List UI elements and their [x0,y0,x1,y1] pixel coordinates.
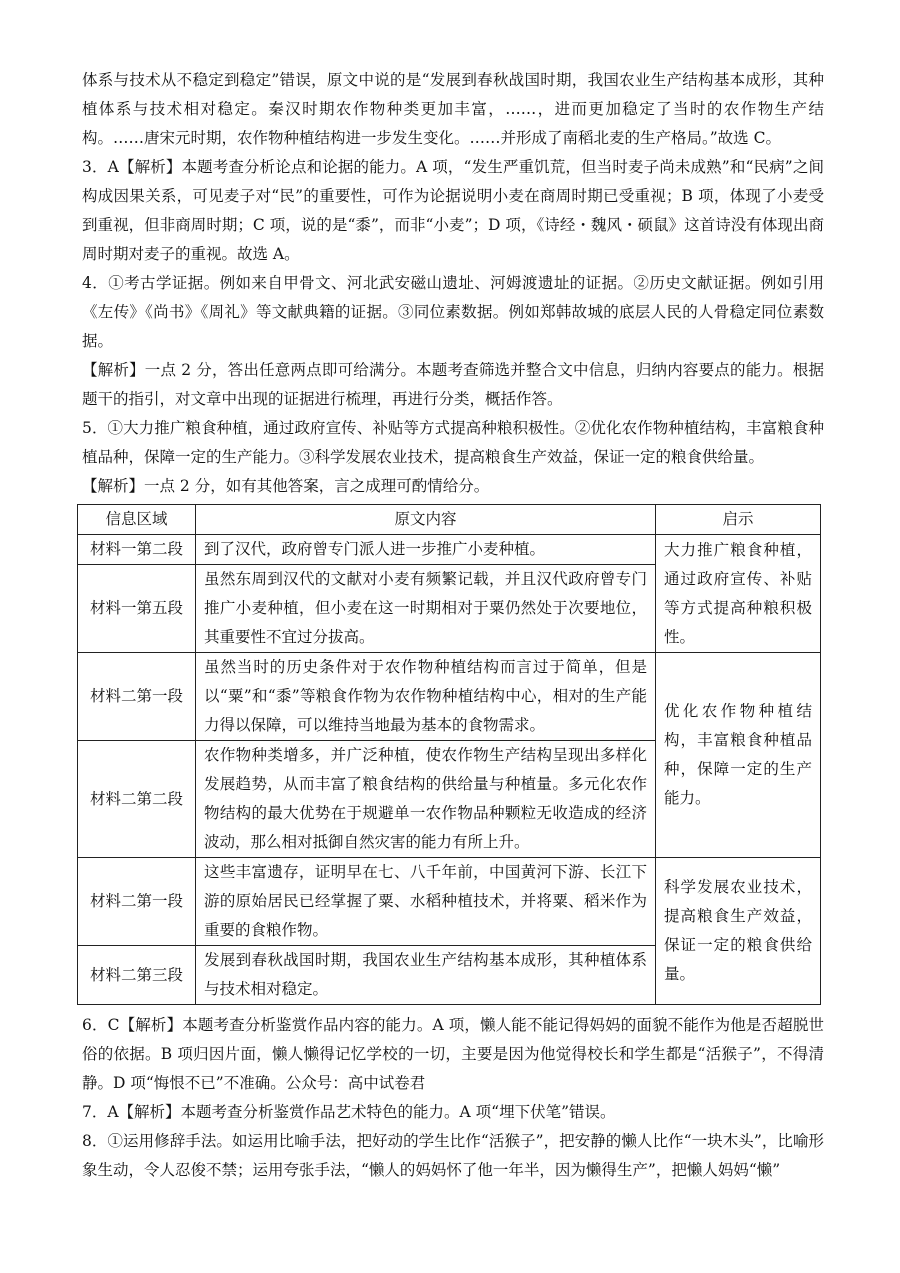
column-header: 启示 [656,505,821,535]
content-cell: 这些丰富遗存，证明早在七、八千年前，中国黄河下游、长江下游的原始居民已经掌握了粟、水稻种植技术，并将粟、稻米作为重要的食粮作物。 [196,858,656,946]
region-cell: 材料二第一段 [78,653,196,741]
paragraph: 体系与技术从不稳定到稳定”错误，原文中说的是“发展到春秋战国时期，我国农业生产结构基本成形，其种植体系与技术相对稳定。秦汉时期农作物种类更加丰富，……，进而更加稳定了当时的农作物生产结构。……唐宋元时期，农作物种植结构进一步发生变化。……并形成了南稻北麦的生产格局。”故选 C。 [82,71,824,147]
paragraph: 4．①考古学证据。例如来自甲骨文、河北武安磁山遗址、河姆渡遗址的证据。②历史文献证据。例如引用《左传》《尚书》《周礼》等文献典籍的证据。③同位素数据。例如郑韩故城的底层人民的人骨稳定同位素数据。 [82,274,824,350]
paragraph: 6．C【解析】本题考查分析鉴赏作品内容的能力。A 项，懒人能不能记得妈妈的面貌不能作为他是否超脱世俗的依据。B 项归因片面，懒人懒得记忆学校的一切，主要是因为他觉得校长和学生都是“活猴子”，不得清静。D 项“悔恨不已”不准确。公众号：高中试卷君 [82,1016,824,1092]
table-row [78,653,821,741]
table-row [78,535,821,565]
content-cell: 到了汉代，政府曾专门派人进一步推广小麦种植。 [196,535,656,565]
paragraph: 3．A【解析】本题考查分析论点和论据的能力。A 项，“发生严重饥荒，但当时麦子尚未成熟”和“民病”之间构成因果关系，可见麦子对“民”的重要性，可作为论据说明小麦在商周时期已受重视；B 项，体现了小麦受到重视，但非商周时期；C 项，说的是“黍”，而非“小麦”；D 项，《诗经・魏风・硕鼠》这首诗没有体现出商周时期对麦子的重视。故选 A。 [82,158,824,263]
content-cell: 虽然当时的历史条件对于农作物种植结构而言过于简单，但是以“粟”和“黍”等粮食作物为农作物种植结构中心，相对的生产能力得以保障，可以维持当地最为基本的食物需求。 [196,653,656,741]
paragraph: 【解析】一点 2 分，答出任意两点即可给满分。本题考查筛选并整合文中信息，归纳内容要点的能力。根据题干的指引，对文章中出现的证据进行梳理，再进行分类，概括作答。 [82,361,824,408]
content-cell: 虽然东周到汉代的文献对小麦有频繁记载，并且汉代政府曾专门推广小麦种植，但小麦在这一时期相对于粟仍然处于次要地位，其重要性不宜过分拔高。 [196,565,656,653]
table-header-row [78,505,821,535]
column-header: 原文内容 [196,505,656,535]
content-cell: 农作物种类增多，并广泛种植，使农作物生产结构呈现出多样化发展趋势，从而丰富了粮食结构的供给量与种植量。多元化农作物结构的最大优势在于规避单一农作物品种颗粒无收造成的经济波动，那么相对抵御自然灾害的能力有所上升。 [196,741,656,858]
paragraph: 7．A【解析】本题考查分析鉴赏作品艺术特色的能力。A 项“埋下伏笔”错误。 [82,1103,616,1121]
insight-cell: 大力推广粮食种植，通过政府宣传、补贴等方式提高种粮积极性。 [656,535,821,653]
region-cell: 材料二第二段 [78,741,196,858]
content-cell: 发展到春秋战国时期，我国农业生产结构基本成形，其种植体系与技术相对稳定。 [196,946,656,1005]
insight-cell: 科学发展农业技术，提高粮食生产效益，保证一定的粮食供给量。 [656,858,821,1005]
region-cell: 材料一第五段 [78,565,196,653]
region-cell: 材料一第二段 [78,535,196,565]
table-row [78,858,821,946]
info-table [77,504,821,1005]
region-cell: 材料二第三段 [78,946,196,1005]
region-cell: 材料二第一段 [78,858,196,946]
insight-cell: 优化农作物种植结构，丰富粮食种植品种，保障一定的生产能力。 [656,653,821,858]
paragraph: 5．①大力推广粮食种植，通过政府宣传、补贴等方式提高种粮积极性。②优化农作物种植结构，丰富粮食种植品种，保障一定的生产能力。③科学发展农业技术，提高粮食生产效益，保证一定的粮食供给量。 [82,419,824,466]
paragraph: 【解析】一点 2 分，如有其他答案，言之成理可酌情给分。 [82,477,490,495]
answer-key-page [82,66,824,1185]
paragraph: 8．①运用修辞手法。如运用比喻手法，把好动的学生比作“活猴子”，把安静的懒人比作“一块木头”，比喻形象生动，令人忍俊不禁；运用夸张手法，“懒人的妈妈怀了他一年半，因为懒得生产”，把懒人妈妈“懒” [82,1132,824,1179]
column-header: 信息区域 [78,505,196,535]
